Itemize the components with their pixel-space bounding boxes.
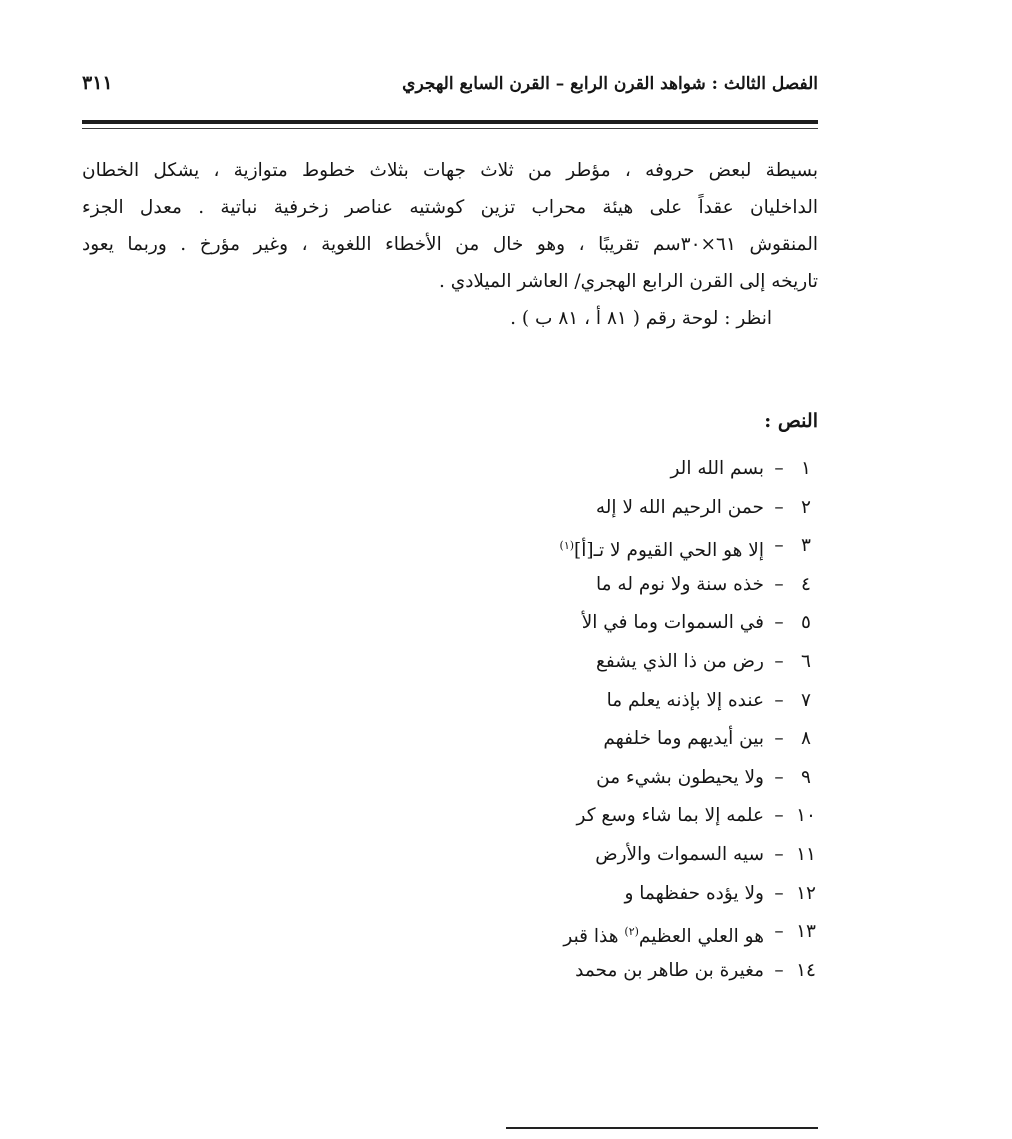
line-dash: – bbox=[774, 650, 784, 672]
inscription-lines bbox=[398, 450, 818, 990]
line-dash: – bbox=[774, 766, 784, 788]
footnote-marker: (١) bbox=[559, 539, 575, 553]
line-text-main: رض من ذا الذي يشفع bbox=[595, 650, 764, 672]
line-dash: – bbox=[774, 843, 784, 865]
line-number: ١١ bbox=[796, 843, 816, 865]
inscription-line bbox=[398, 450, 818, 489]
line-number: ١٣ bbox=[796, 921, 816, 943]
line-dash: – bbox=[774, 573, 784, 595]
line-text bbox=[596, 489, 764, 528]
line-text-main: سيه السموات والأرض bbox=[595, 843, 764, 865]
line-text-main: حمن الرحيم الله لا إله bbox=[595, 496, 764, 518]
line-dash: – bbox=[774, 805, 784, 827]
line-text bbox=[577, 797, 764, 836]
inscription-line bbox=[398, 527, 818, 566]
inscription-line bbox=[398, 836, 818, 875]
line-dash: – bbox=[774, 689, 784, 711]
description-paragraph bbox=[82, 152, 818, 337]
line-text-main: إلا هو الحي القيوم لا تـ[أ] bbox=[574, 540, 764, 562]
line-text bbox=[582, 604, 764, 643]
inscription-line bbox=[398, 489, 818, 528]
line-number: ١٢ bbox=[796, 882, 816, 904]
inscription-line bbox=[398, 952, 818, 991]
line-number: ٨ bbox=[801, 728, 811, 750]
inscription-line bbox=[398, 604, 818, 643]
line-text-main: هو العلي العظيم bbox=[638, 926, 764, 948]
running-title: الفصل الثالث : شواهد القرن الرابع – القرن السابع الهجري bbox=[402, 74, 818, 94]
line-text bbox=[670, 450, 764, 489]
line-text bbox=[596, 566, 764, 605]
line-text-main: بين أيديهم وما خلفهم bbox=[603, 728, 764, 750]
line-dash: – bbox=[774, 921, 784, 943]
line-number: ١٠ bbox=[796, 805, 816, 827]
line-number: ١٤ bbox=[796, 959, 816, 981]
line-number: ٦ bbox=[801, 650, 811, 672]
line-dash: – bbox=[774, 882, 784, 904]
line-text bbox=[596, 759, 764, 798]
line-text bbox=[575, 952, 764, 991]
inscription-line bbox=[398, 682, 818, 721]
inscription-line bbox=[398, 566, 818, 605]
line-number: ٥ bbox=[801, 612, 811, 634]
line-text bbox=[607, 682, 764, 721]
header-rule-thick bbox=[82, 120, 818, 124]
paragraph-line: تاريخه إلى القرن الرابع الهجري/ العاشر الميلادي . bbox=[438, 271, 818, 292]
line-text-main: عنده إلا بإذنه يعلم ما bbox=[606, 689, 764, 711]
line-text bbox=[596, 643, 764, 682]
line-text bbox=[560, 527, 764, 566]
line-text bbox=[603, 720, 764, 759]
line-text-main: خذه سنة ولا نوم له ما bbox=[596, 573, 764, 595]
paragraph-line: المنقوش ٦١×٣٠سم تقريبًا ، وهو خال من الأخطاء اللغوية ، وغير مؤرخ . وربما يعود bbox=[82, 234, 818, 255]
plate-reference: انظر : لوحة رقم ( ٨١ أ ، ٨١ ب ) . bbox=[510, 308, 772, 329]
line-number: ٧ bbox=[801, 689, 811, 711]
line-text-tail: هذا قبر bbox=[563, 926, 625, 948]
line-text-main: بسم الله الر bbox=[670, 458, 764, 479]
line-number: ٩ bbox=[801, 766, 811, 788]
line-dash: – bbox=[774, 612, 784, 634]
line-number: ١ bbox=[801, 458, 811, 479]
footnote-marker: (٢) bbox=[624, 925, 639, 939]
inscription-line bbox=[398, 797, 818, 836]
paragraph-line: بسيطة لبعض حروفه ، مؤطر من ثلاث جهات بثلاث خطوط متوازية ، يشكل الخطان bbox=[82, 160, 818, 181]
line-dash: – bbox=[774, 458, 784, 479]
line-dash: – bbox=[774, 728, 784, 750]
inscription-line bbox=[398, 875, 818, 914]
line-number: ٤ bbox=[801, 573, 811, 595]
line-dash: – bbox=[774, 496, 784, 518]
line-text-main: مغيرة بن طاهر بن محمد bbox=[575, 959, 764, 981]
line-text bbox=[624, 875, 764, 914]
footnote-separator bbox=[506, 1127, 818, 1129]
line-dash: – bbox=[774, 959, 784, 981]
page-number: ٣١١ bbox=[82, 72, 113, 94]
inscription-line bbox=[398, 913, 818, 952]
inscription-line bbox=[398, 720, 818, 759]
line-text-main: ولا يؤده حفظهما و bbox=[624, 882, 764, 904]
inscription-line bbox=[398, 643, 818, 682]
line-number: ٣ bbox=[801, 535, 811, 557]
line-text-main: في السموات وما في الأ bbox=[581, 612, 764, 634]
header-rule-thin bbox=[82, 128, 818, 129]
line-text bbox=[563, 913, 764, 952]
running-header bbox=[82, 66, 818, 106]
text-section-heading: النص : bbox=[764, 410, 818, 432]
line-dash: – bbox=[774, 535, 784, 557]
paragraph-line: الداخليان عقداً على هيئة محراب تزين كوشتيه عناصر زخرفية نباتية . معدل الجزء bbox=[82, 197, 818, 218]
line-text-main: ولا يحيطون بشيء من bbox=[596, 766, 764, 788]
line-number: ٢ bbox=[801, 496, 811, 518]
line-text-main: علمه إلا بما شاء وسع كر bbox=[576, 805, 764, 827]
line-text bbox=[595, 836, 764, 875]
inscription-line bbox=[398, 759, 818, 798]
